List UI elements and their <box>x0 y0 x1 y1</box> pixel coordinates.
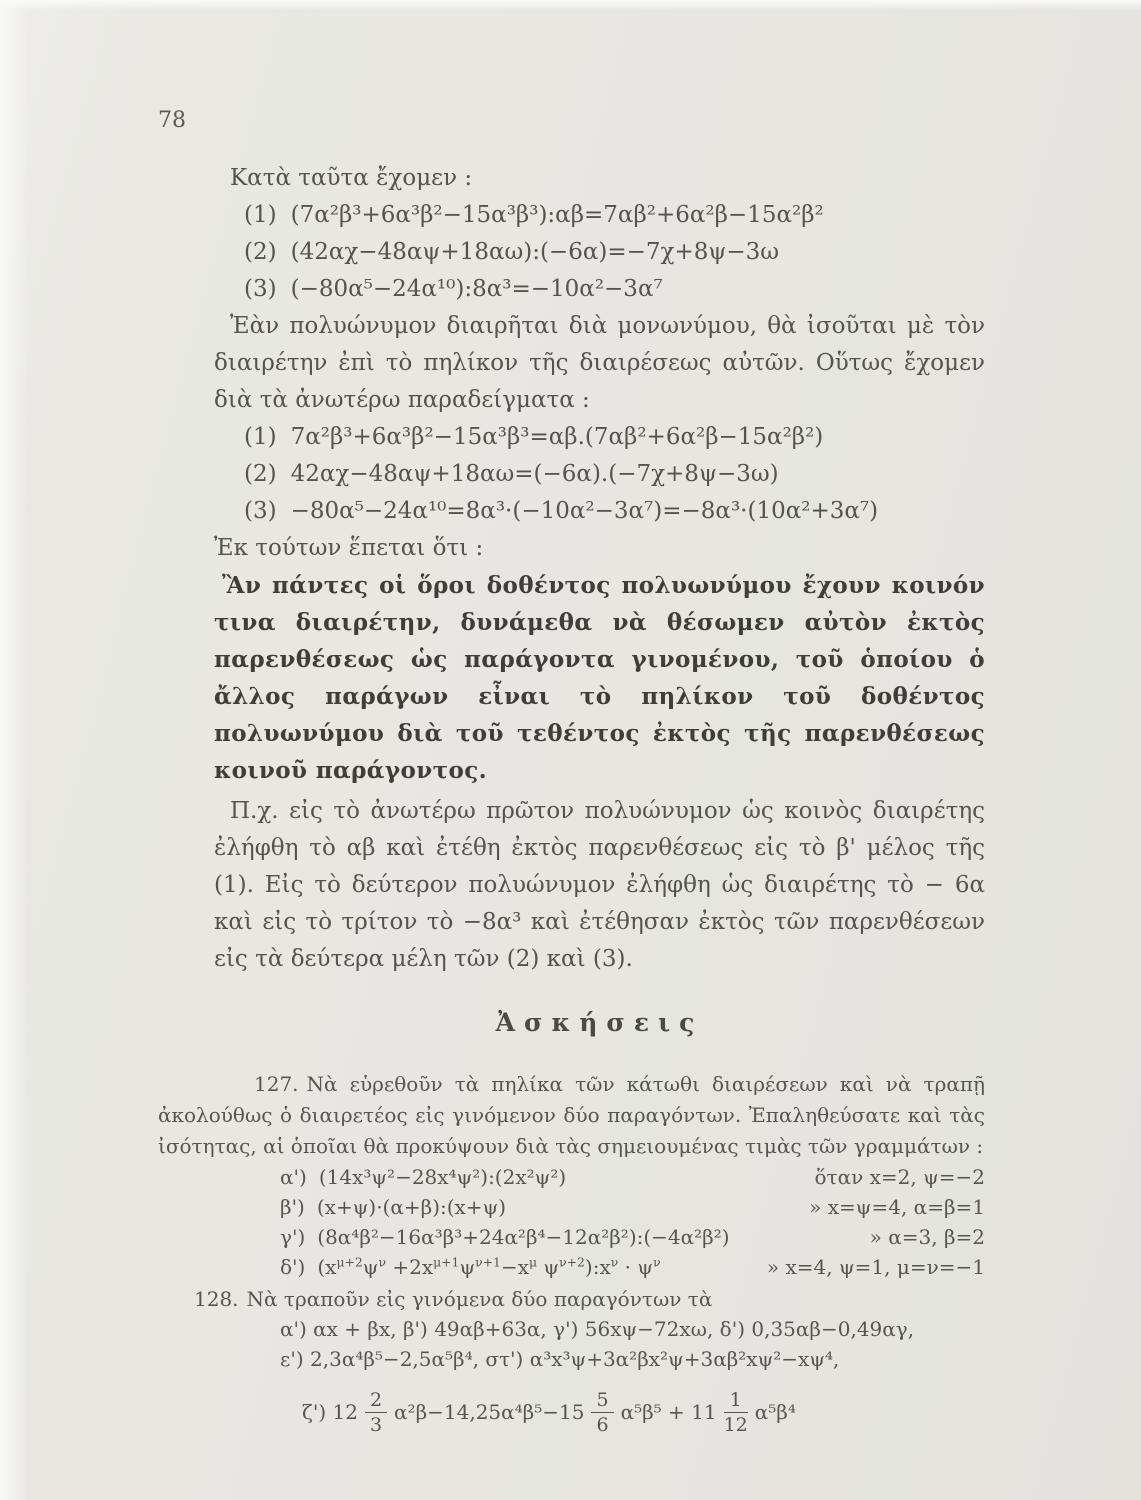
exercise-line-fractions: ζ') 12 $\frac{2}{3}$ α²β−14,25α⁴β⁵−15 $\frac{5}{6}$ α⁵β⁵ + 11 $\frac{1}{12}$ α⁵β⁴ <box>302 1388 796 1436</box>
item-expression: (x+ψ)·(α+β):(x+ψ) <box>316 1195 507 1219</box>
equation-row <box>214 419 985 456</box>
superscript: ν <box>653 1254 661 1270</box>
superscript: μ <box>529 1254 538 1270</box>
exercise-127 <box>158 1069 985 1282</box>
equation-row <box>214 234 985 271</box>
exercise-text <box>158 1284 985 1314</box>
exercise-item <box>280 1252 985 1282</box>
item-condition: » α=3, β=2 <box>869 1225 985 1249</box>
example-paragraph: Π.χ. εἰς τὸ ἀνωτέρω πρῶτον πολυώνυμον ὡς κοινὸς διαιρέτης ἐλήφθη τὸ αβ καὶ ἐτέθη ἐκτὸς παρενθέσεως εἰς τὸ β' μέλος τῆς (1). Εἰς τὸ δεύτερον πολυώνυμον ἐλήφθη ὡς διαιρέτης τὸ − 6α καὶ εἰς τὸ τρίτον τὸ −8α³ καὶ ἐτέθησαν ἐκτὸς τῶν παρενθέσεων εἰς τὰ δεύτερα μέλη τῶν (2) καὶ (3). <box>214 798 985 972</box>
equation-row <box>214 271 985 308</box>
intro-line: Κατὰ ταῦτα ἔχομεν : <box>230 165 473 191</box>
superscript: μ+2 <box>336 1254 363 1270</box>
item-expression: (14x³ψ²−28x⁴ψ²):(2x²ψ²) <box>318 1165 567 1189</box>
page-number: 78 <box>158 108 186 133</box>
exercise-number: 127. <box>254 1072 299 1096</box>
item-expression: ($x^{\mu+2}\psi^\nu +2x^{\mu+1}\psi^{\nu+1}-x^\mu$ $\psi^{\nu+2}):x^\nu \cdot \psi^\nu$ <box>317 1254 661 1279</box>
item-label: α') <box>280 1165 307 1189</box>
equation-row <box>214 493 985 530</box>
exercises-section <box>158 1069 985 1442</box>
exercises-heading: Ἀσκήσεις <box>495 1008 704 1037</box>
fraction: $\frac{1}{12}$ <box>723 1388 748 1436</box>
superscript: ν+1 <box>475 1254 501 1270</box>
follows-line: Ἐκ τούτων ἕπεται ὅτι : <box>214 535 484 561</box>
exercise-text <box>158 1069 985 1162</box>
exercise-item <box>280 1222 985 1252</box>
fraction: $\frac{5}{6}$ <box>591 1389 613 1436</box>
equation-body: −80α⁵−24α¹⁰=8α³·(−10α²−3α⁷)=−8α³·(10α²+3α⁷) <box>290 498 879 524</box>
superscript: ν <box>378 1254 386 1270</box>
division-examples <box>214 197 985 308</box>
item-condition: » x=4, ψ=1, μ=ν=−1 <box>766 1255 985 1279</box>
exercise-number: 128. <box>194 1287 239 1311</box>
equation-body: (42αχ−48αψ+18αω):(−6α)=−7χ+8ψ−3ω <box>290 239 780 265</box>
equation-number: (3) <box>244 498 277 524</box>
equation-number: (1) <box>244 202 277 228</box>
rule-paragraph: Ἐὰν πολυώνυμον διαιρῆται διὰ μονωνύμου, θὰ ἰσοῦται μὲ τὸν διαιρέτην ἐπὶ τὸ πηλίκον τῆς διαιρέσεως αὐτῶν. Οὕτως ἔχομεν διὰ τὰ ἀνωτέρω παραδείγματα : <box>214 313 985 413</box>
superscript: ν <box>610 1254 619 1270</box>
exercise-line: α') αx + βx, β') 49αβ+63α, γ') 56xψ−72xω, δ') 0,35αβ−0,49αγ, <box>280 1317 915 1341</box>
item-condition: » x=ψ=4, α=β=1 <box>809 1195 985 1219</box>
item-label: β') <box>280 1195 305 1219</box>
equation-number: (3) <box>244 276 277 302</box>
exercise-statement: Νὰ τραποῦν εἰς γινόμενα δύο παραγόντων τὰ <box>246 1287 713 1311</box>
equation-row <box>214 197 985 234</box>
equation-row <box>214 456 985 493</box>
equation-body: 7α²β³+6α³β²−15α³β³=αβ.(7αβ²+6α²β−15α²β²) <box>290 424 824 450</box>
item-condition: ὅταν x=2, ψ=−2 <box>814 1165 985 1189</box>
equation-body: (−80α⁵−24α¹⁰):8α³=−10α²−3α⁷ <box>290 276 663 302</box>
fraction: $\frac{2}{3}$ <box>365 1389 387 1436</box>
item-expression: (8α⁴β²−16α³β³+24α²β⁴−12α²β²):(−4α²β²) <box>317 1225 730 1249</box>
exercise-item <box>280 1162 985 1192</box>
superscript: ν+2 <box>559 1254 585 1270</box>
equation-number: (2) <box>244 461 277 487</box>
item-label: γ') <box>280 1225 306 1249</box>
exercise-line: ε') 2,3α⁴β⁵−2,5α⁵β⁴, στ') α³x³ψ+3α²βx²ψ+3αβ²xψ²−xψ⁴, <box>280 1347 840 1371</box>
equation-body: 42αχ−48αψ+18αω=(−6α).(−7χ+8ψ−3ω) <box>290 461 779 487</box>
equation-body: (7α²β³+6α³β²−15α³β³):αβ=7αβ²+6α²β−15α²β² <box>290 202 824 228</box>
item-label: δ') <box>280 1255 306 1279</box>
factored-examples <box>214 419 985 530</box>
exercise-item <box>280 1192 985 1222</box>
superscript: μ+1 <box>433 1254 460 1270</box>
equation-number: (1) <box>244 424 277 450</box>
equation-number: (2) <box>244 239 277 265</box>
exercise-statement: Νὰ εὑρεθοῦν τὰ πηλίκα τῶν κάτωθι διαιρέσεων καὶ νὰ τραπῇ ἀκολούθως ὁ διαιρετέος εἰς γινόμενον δύο παραγόντων. Ἐπαληθεύσατε καὶ τὰς ἰσότητας, αἱ ὁποῖαι θὰ προκύψουν διὰ τὰς σημειουμένας τιμὰς τῶν γραμμάτων : <box>158 1072 985 1158</box>
theorem-paragraph: Ἂν πάντες οἱ ὅροι δοθέντος πολυωνύμου ἔχουν κοινόν τινα διαιρέτην, δυνάμεθα νὰ θέσωμεν αὐτὸν ἐκτὸς παρενθέσεως ὡς παράγοντα γινομένου, τοῦ ὁποίου ὁ ἄλλος παράγων εἶναι τὸ πηλίκον τοῦ δοθέντος πολυωνύμου διὰ τοῦ τεθέντος ἐκτὸς τῆς παρενθέσεως κοινοῦ παράγοντος. <box>214 572 985 784</box>
exercise-128 <box>158 1284 985 1442</box>
